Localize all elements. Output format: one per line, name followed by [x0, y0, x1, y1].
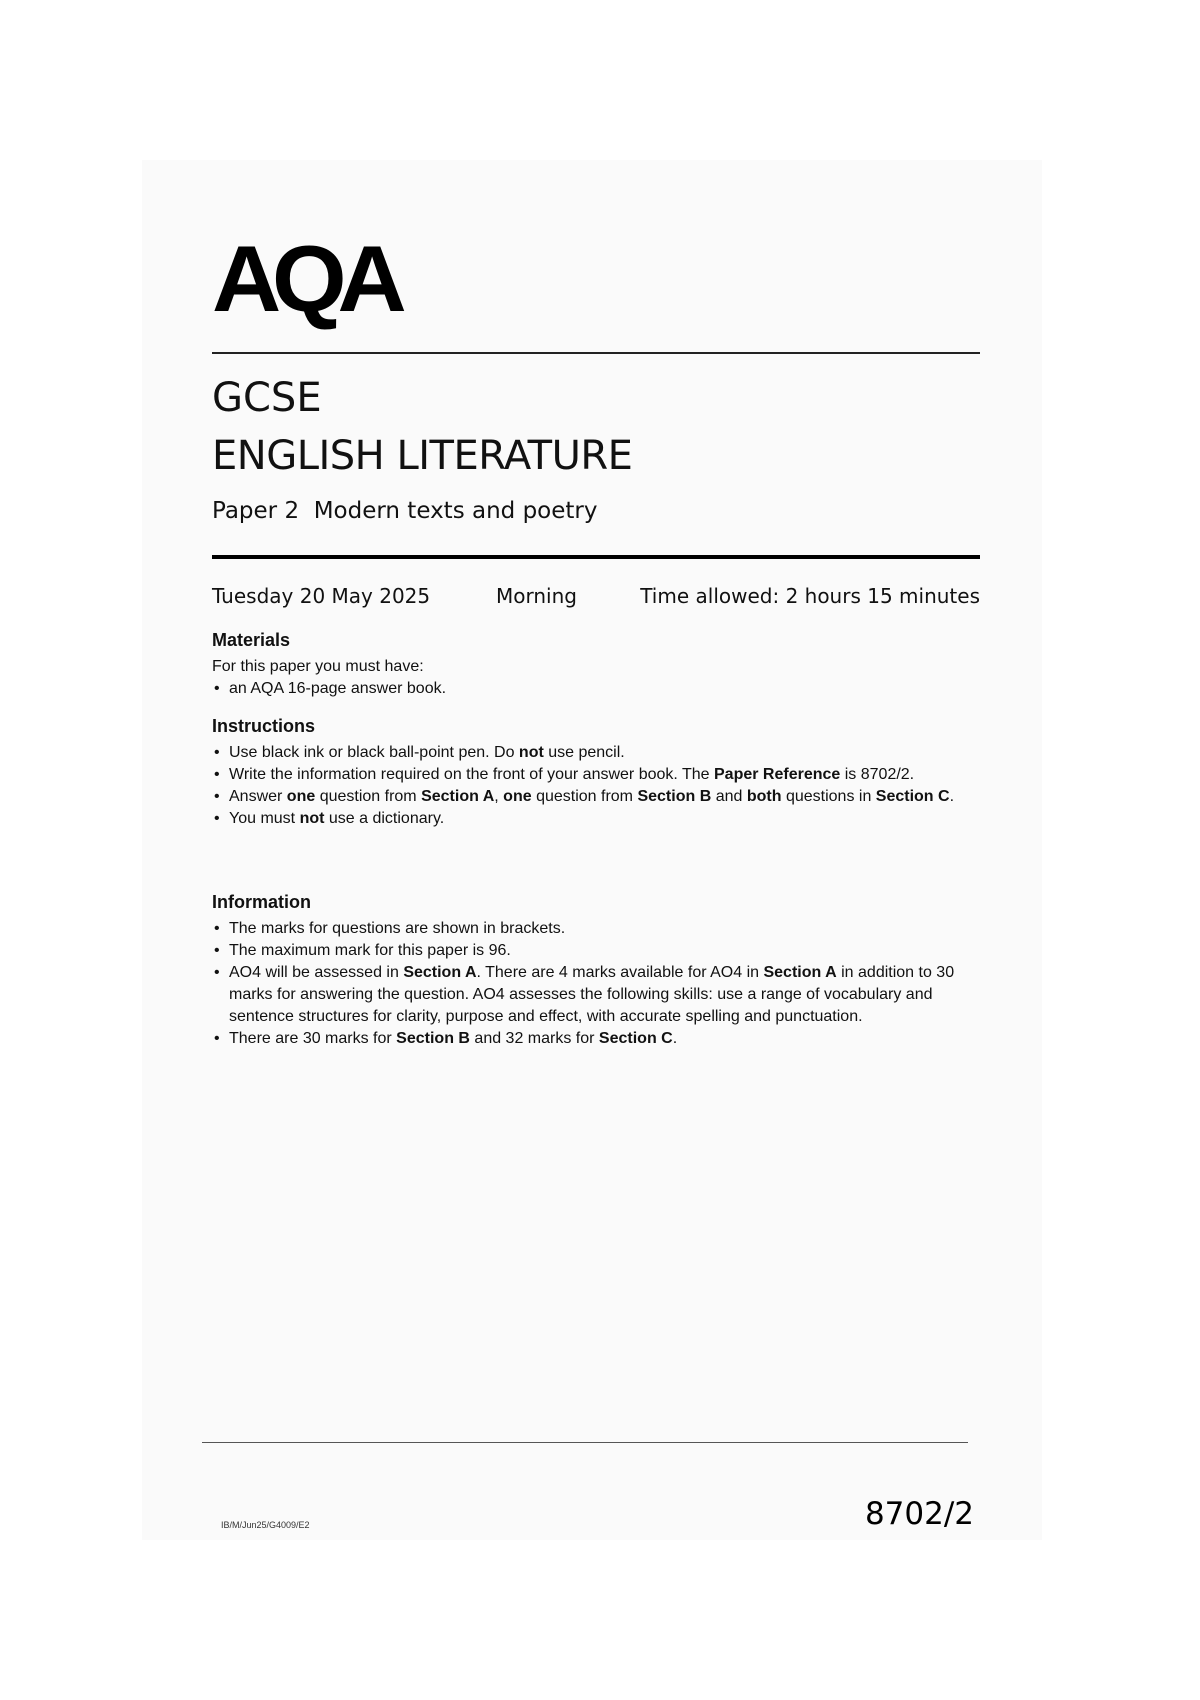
information-heading: Information	[212, 892, 311, 912]
exam-date: Tuesday 20 May 2025	[212, 584, 431, 608]
list-item: • Use black ink or black ball-point pen. Do not use pencil.	[212, 742, 992, 764]
instructions-section	[212, 714, 992, 830]
qualification-title: GCSE	[212, 375, 322, 421]
list-item: • Write the information required on the front of your answer book. The Paper Reference is 8702/2.	[212, 764, 992, 786]
list-item: • AO4 will be assessed in Section A. There are 4 marks available for AO4 in Section A in addition to 30 marks for answering the question. AO4 assesses the following skills: use a range of vocabulary and sentence structures for clarity, purpose and effect, with accurate spelling and punctuation.	[212, 962, 992, 1028]
title-divider	[212, 555, 980, 559]
exam-session: Morning	[496, 584, 577, 608]
materials-heading: Materials	[212, 630, 291, 650]
list-item: • Answer one question from Section A, one question from Section B and both questions in Section C.	[212, 786, 992, 808]
materials-intro: For this paper you must have:	[212, 658, 424, 675]
list-item: • an AQA 16-page answer book.	[212, 678, 992, 700]
document-code: IB/M/Jun25/G4009/E2	[221, 1520, 310, 1530]
list-item: • You must not use a dictionary.	[212, 808, 992, 830]
header-divider	[212, 352, 980, 354]
information-section	[212, 890, 992, 1050]
materials-list	[212, 678, 992, 700]
instructions-heading: Instructions	[212, 716, 316, 736]
list-item: • The maximum mark for this paper is 96.	[212, 940, 992, 962]
list-item: • There are 30 marks for Section B and 32 marks for Section C.	[212, 1028, 992, 1050]
footer-divider	[202, 1442, 968, 1443]
list-item: • The marks for questions are shown in brackets.	[212, 918, 992, 940]
information-list	[212, 918, 992, 1050]
paper-title: Paper 2 Modern texts and poetry	[212, 498, 598, 524]
time-allowed: Time allowed: 2 hours 15 minutes	[640, 584, 980, 608]
subject-title: ENGLISH LITERATURE	[212, 433, 633, 479]
exam-cover-page	[142, 160, 1042, 1540]
instructions-list	[212, 742, 992, 830]
paper-reference: 8702/2	[864, 1496, 974, 1532]
materials-section	[212, 628, 992, 700]
aqa-logo: AQA	[212, 226, 398, 331]
